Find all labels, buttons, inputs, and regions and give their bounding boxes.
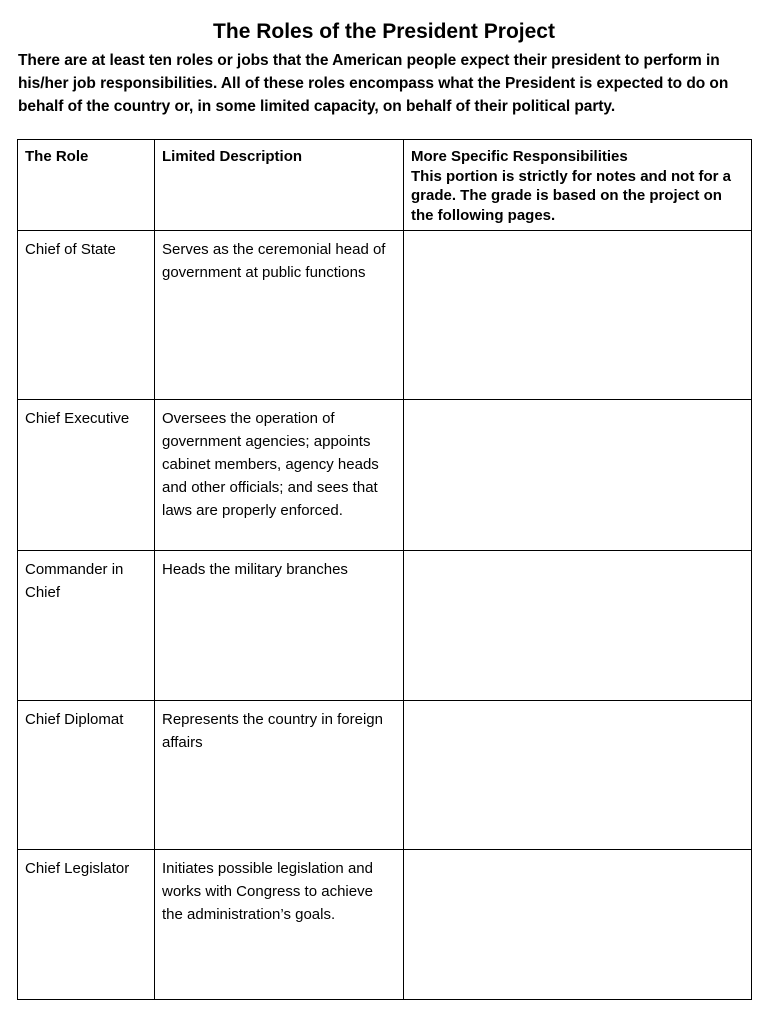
role-description: Represents the country in foreign affairs <box>162 711 383 751</box>
role-cell <box>18 701 155 850</box>
header-cell-responsibilities <box>404 140 752 231</box>
description-cell <box>155 231 404 400</box>
roles-table <box>17 139 752 1000</box>
header-responsibilities-label: More Specific Responsibilities <box>411 148 628 165</box>
role-responsibilities <box>404 400 751 407</box>
role-cell <box>18 231 155 400</box>
responsibilities-notes-cell[interactable] <box>404 701 752 850</box>
role-name: Chief Diplomat <box>25 711 124 728</box>
description-cell <box>155 701 404 850</box>
header-responsibilities-note: This portion is strictly for notes and not for a grade. The grade is based on the project on the following pages. <box>411 167 732 224</box>
responsibilities-notes-cell[interactable] <box>404 400 752 551</box>
table-row <box>18 551 752 701</box>
table-row <box>18 701 752 850</box>
table-row <box>18 850 752 1000</box>
responsibilities-notes-cell[interactable] <box>404 231 752 400</box>
page-title: The Roles of the President Project <box>213 20 555 43</box>
table-row <box>18 231 752 400</box>
role-description: Serves as the ceremonial head of government at public functions <box>162 241 386 281</box>
role-responsibilities <box>404 231 751 238</box>
role-name: Chief Executive <box>25 410 130 427</box>
responsibilities-notes-cell[interactable] <box>404 551 752 701</box>
role-description: Heads the military branches <box>162 561 348 578</box>
role-description: Oversees the operation of government agencies; appoints cabinet members, agency heads and other officials; and sees that laws are properly enforced. <box>162 410 379 519</box>
header-role-label: The Role <box>25 148 89 165</box>
description-cell <box>155 850 404 1000</box>
role-name: Chief of State <box>25 241 116 258</box>
intro-paragraph: There are at least ten roles or jobs that the American people expect their president to perform in his/her job responsibilities. All of these roles encompass what the President is expected to do on behalf of the country or, in some limited capacity, on behalf of their political party. <box>18 52 729 115</box>
role-name: Commander in Chief <box>25 561 124 601</box>
role-name: Chief Legislator <box>25 860 130 877</box>
role-cell <box>18 551 155 701</box>
description-cell <box>155 551 404 701</box>
role-cell <box>18 850 155 1000</box>
role-responsibilities <box>404 850 751 857</box>
header-responsibilities-block <box>404 140 751 225</box>
role-responsibilities <box>404 551 751 558</box>
table-row <box>18 400 752 551</box>
header-cell-role <box>18 140 155 231</box>
header-description-label: Limited Description <box>162 148 303 165</box>
role-responsibilities <box>404 701 751 708</box>
header-cell-description <box>155 140 404 231</box>
table-header-row <box>18 140 752 231</box>
responsibilities-notes-cell[interactable] <box>404 850 752 1000</box>
role-description: Initiates possible legislation and works with Congress to achieve the administration’s goals. <box>162 860 373 923</box>
description-cell <box>155 400 404 551</box>
role-cell <box>18 400 155 551</box>
